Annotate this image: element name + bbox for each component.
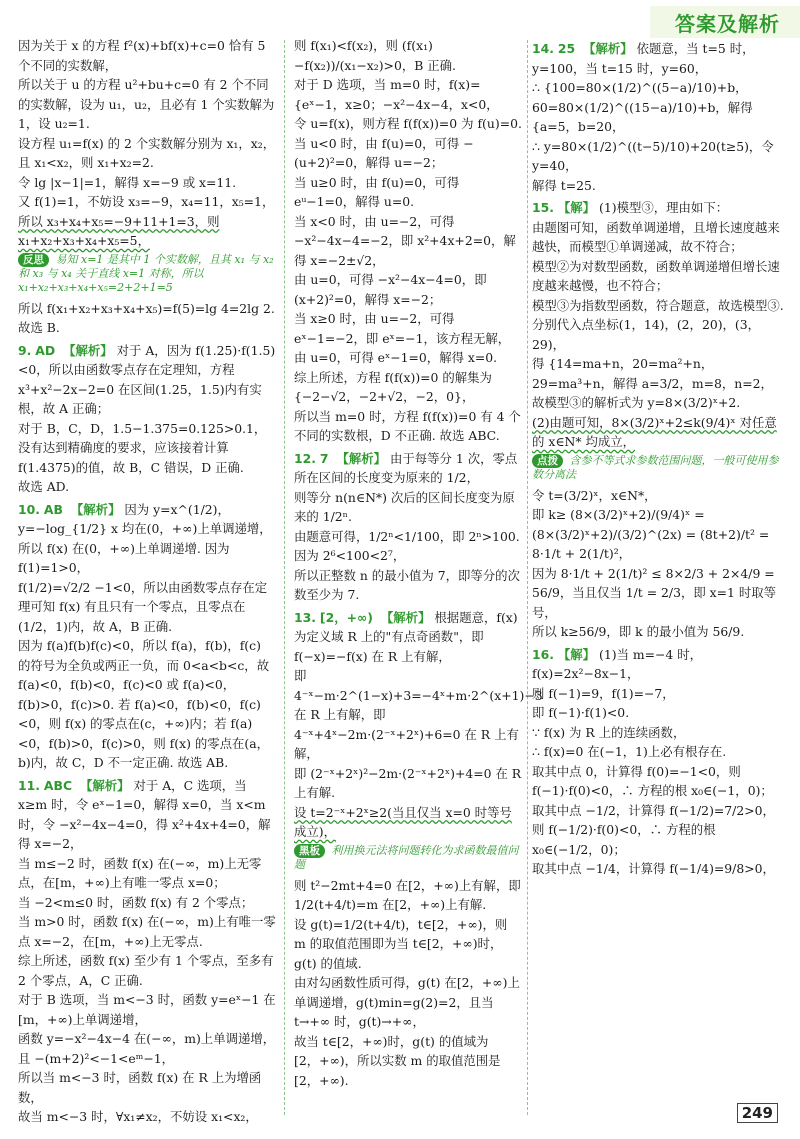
text-line: 则 f(x₁)<f(x₂)，则 (f(x₁)−f(x₂))/(x₁−x₂)>0，B 正确. xyxy=(294,38,456,73)
text-line: 设 t=2⁻ˣ+2ˣ≥2(当且仅当 x=0 时等号成立)， xyxy=(294,804,512,839)
note-text: 含参不等式求参数范围问题，一般可使用参数分离法 xyxy=(532,453,779,481)
text-line: ∵ f(x) 为 R 上的连续函数， xyxy=(532,724,686,740)
text-line: ∴ {100=80×(1/2)^((5−a)/10)+b，60=80×(1/2)^((15−a)/10)+b，解得 {a=5，b=20， xyxy=(532,80,753,134)
text-line: (2)由题可知，8×(3/2)ˣ+2≤k(9/4)ˣ 对任意的 x∈N* 均成立， xyxy=(532,414,777,449)
text-line: 因为 f(a)f(b)f(c)<0，所以 f(a)，f(b)，f(c) 的符号为全负或两正一负，而 0<a<b<c，故 f(a)<0，f(b)<0，f(c)<0 或 f(a)<0，f(b)>0，f(c)>0. 若 f(a)<0，f(b)<0，f(c)<0，则 f(x) 的零点在(c，+∞)内；若 f(a)<0，f(b)>0，f(c)>0，则 f(x) 的零点在(a，b)内，故 C，D 不一定正确. 故选 AB. xyxy=(18,638,270,770)
text-line: 由 u=0，可得 eˣ−1=0，解得 x=0. xyxy=(294,350,498,365)
text-line: 取其中点 −1/4，计算得 f(−1/4)=9/8>0， xyxy=(532,861,775,876)
text-line: 因为 y=x^(1/2)，y=−log_{1/2} x 均在(0，+∞)上单调递增，所以 f(x) 在(0，+∞)上单调递增. 因为 f(1)=1>0， xyxy=(18,501,272,575)
column-3 xyxy=(532,36,788,879)
text-line: (1)当 m=−4 时，f(x)=2x²−8x−1， xyxy=(532,646,703,681)
analysis-tag: 【解析】 xyxy=(380,609,431,625)
text-line: 取其中点 −1/2，计算得 f(−1/2)=7/2>0， xyxy=(532,802,775,818)
text-line: 依题意，当 t=5 时，y=100，当 t=15 时，y=60， xyxy=(532,41,755,76)
analysis-tag: 【解析】 xyxy=(80,777,130,793)
text-line: 令 u=f(x)，则方程 f(f(x))=0 为 f(u)=0. xyxy=(294,116,522,131)
answer: 25 xyxy=(557,41,576,56)
reflection-note xyxy=(18,253,276,295)
text-line: 所以当 m=0 时，方程 f(f(x))=0 有 4 个不同的实数根，D 不正确. 故选 ABC. xyxy=(294,408,521,443)
question-number: 11. xyxy=(18,777,40,793)
analysis-tag: 【解析】 xyxy=(63,342,113,358)
answer: [2，+∞) xyxy=(319,609,373,625)
text-line: 即 4⁻ˣ−m·2^(1−x)+3=−4ˣ+m·2^(x+1)−3 在 R 上有解，即 4⁻ˣ+4ˣ−2m·(2⁻ˣ+2ˣ)+6=0 在 R 上有解， xyxy=(294,668,543,761)
text-line: 对于 B 选项，当 m<−3 时，函数 y=eˣ−1 在[m，+∞)上单调递增， xyxy=(18,992,276,1027)
question-number: 14. xyxy=(532,41,554,56)
column-1 xyxy=(18,36,276,1127)
text-line: (1)模型③，理由如下： xyxy=(599,200,729,215)
text-line: 所以关于 u 的方程 u²+bu+c=0 有 2 个不同的实数解，设为 u₁，u₂，且必有 1 个实数解为 1，设 u₂=1. xyxy=(18,77,275,131)
text-line: 故当 m<−3 时，∀x₁≠x₂，不妨设 x₁<x₂， xyxy=(18,1109,258,1124)
text-line: 当 x≥0 时，由 u=−2，可得 eˣ−1=−2，即 eˣ=−1，该方程无解， xyxy=(294,311,511,346)
question-11 xyxy=(18,776,276,1127)
text-line: 函数 y=−x²−4x−4 在(−∞，m)上单调递增，且 −(m+2)²<−1<eᵐ−1， xyxy=(18,1031,276,1066)
page-number: 249 xyxy=(737,1103,778,1123)
text-line: 由于每等分 1 次，零点所在区间的长度变为原来的 1/2， xyxy=(294,450,518,485)
text-line: 则等分 n(n∈N*) 次后的区间长度变为原来的 1/2ⁿ. xyxy=(294,489,515,524)
text-line: 令 lg |x−1|=1，解得 x=−9 或 x=11. xyxy=(18,174,237,190)
text-line: 因为 8·1/t + 2(1/t)² ≤ 8×2/3 + 2×4/9 = 56/9，当且仅当 1/t = 2/3，即 x=1 时取等号， xyxy=(532,565,777,620)
text-line: 模型②为对数型函数，函数单调递增但增长速度越来越慢，也不符合； xyxy=(532,258,780,293)
text-line: 则 f(−1/2)·f(0)<0，∴ 方程的根 x₀∈(−1/2，0)； xyxy=(532,822,716,857)
column-divider-2 xyxy=(527,40,528,1115)
text-line: 对于 A，C 选项，当 x≥m 时，令 eˣ−1=0，解得 x=0，当 x<m 时，令 −x²−4x−4=0，得 x²+4x+4=0，解得 x=−2， xyxy=(18,777,271,851)
answer: AD xyxy=(35,342,56,358)
text-line: 所以 f(x₁+x₂+x₃+x₄+x₅)=f(5)=lg 4=2lg 2. 故选 B. xyxy=(18,300,275,335)
text-line: 取其中点 0，计算得 f(0)=−1<0，则 f(−1)·f(0)<0，∴ 方程的根 x₀∈(−1，0)； xyxy=(532,763,773,798)
text-line: 当 −2<m≤0 时，函数 f(x) 有 2 个零点； xyxy=(18,894,254,910)
text-line: 由题意可得，1/2ⁿ<1/100，即 2ⁿ>100. xyxy=(294,528,520,544)
question-10 xyxy=(18,500,276,773)
text-line: 设方程 u₁=f(x) 的 2 个实数解分别为 x₁，x₂，且 x₁<x₂，则 x₁+x₂=2. xyxy=(18,135,276,170)
text-line: 对于 D 选项，当 m=0 时，f(x)={eˣ−1，x≥0；−x²−4x−4，x<0， xyxy=(294,77,499,112)
question-12 xyxy=(294,449,522,605)
note-badge: 点拨 xyxy=(532,454,563,468)
text-line: 根据题意，f(x) 为定义域 R 上的"有点奇函数"，即 f(−x)=−f(x) 在 R 上有解， xyxy=(294,609,518,664)
text-line: 综上所述，函数 f(x) 至少有 1 个零点，至多有 2 个零点，A，C 正确. xyxy=(18,953,274,988)
text-line: 设 g(t)=1/2(t+4/t)，t∈[2，+∞)，则 m 的取值范围即为当 t∈[2，+∞)时，g(t) 的值域. xyxy=(294,916,508,971)
header-banner xyxy=(0,0,800,40)
text-line: 当 u<0 时，由 f(u)=0，可得 −(u+2)²=0，解得 u=−2； xyxy=(294,135,474,170)
question-number: 9. xyxy=(18,342,32,358)
text-line: 综上所述，方程 f(f(x))=0 的解集为{−2−√2，−2+√2，−2，0}， xyxy=(294,369,492,404)
question-number: 16. xyxy=(532,646,554,662)
note-badge: 黑板 xyxy=(294,844,325,858)
text-line: 由题图可知，函数单调递增，且增长速度越来越快，而模型①单调递减，故不符合； xyxy=(532,219,780,254)
solution-tag: 【解】 xyxy=(557,200,596,215)
text-line: 当 m>0 时，函数 f(x) 在(−∞，m)上有唯一零点 x=−2，在[m，+∞)上无零点. xyxy=(18,914,276,949)
text-line: 所以当 m<−3 时，函数 f(x) 在 R 上为增函数， xyxy=(18,1070,262,1105)
question-number: 13. xyxy=(294,609,316,625)
text-line: 对于 B，C，D，1.5−1.375=0.125>0.1，没有达到精确度的要求，应该接着计算 f(1.4375)的值，故 B，C 错误，D 正确. xyxy=(18,420,267,475)
text-line: 因为关于 x 的方程 f²(x)+bf(x)+c=0 恰有 5 个不同的实数解， xyxy=(18,38,266,73)
text-line: 当 m≤−2 时，函数 f(x) 在(−∞，m)上无零点，在[m，+∞)上有唯一零点 x=0； xyxy=(18,855,262,890)
answer: AB xyxy=(43,501,63,517)
text-line: 又 f(1)=1，不妨设 x₃=−9，x₄=11，x₅=1， xyxy=(18,194,275,209)
answer: 7 xyxy=(319,450,329,466)
text-line: ∴ y=80×(1/2)^((t−5)/10)+20(t≥5)，令 y=40， xyxy=(532,138,774,173)
question-15 xyxy=(532,198,788,642)
text-line: 解得 t=25. xyxy=(532,177,596,193)
note-badge: 反思 xyxy=(18,253,49,267)
question-14 xyxy=(532,39,788,195)
question-9 xyxy=(18,341,276,497)
text-line: ∴ f(x)=0 在(−1，1)上必有根存在. xyxy=(532,744,727,759)
text-line: 即 k≥ (8×(3/2)ˣ+2)/(9/4)ˣ = (8×(3/2)ˣ+2)/(3/2)^(2x) = (8t+2)/t² = 8·1/t + 2(1/t)²， xyxy=(532,507,770,561)
answer: ABC xyxy=(43,777,73,793)
text-line: 故选 AD. xyxy=(18,479,70,494)
text-line: 对于 A，因为 f(1.25)·f(1.5)<0，所以由函数零点存在定理知，方程 x³+x²−2x−2=0 在区间(1.25，1.5)内有实根，故 A 正确； xyxy=(18,342,276,416)
question-number: 15. xyxy=(532,200,554,215)
text-line: 故当 t∈[2，+∞)时，g(t) 的值域为[2，+∞)，所以实数 m 的取值范围是[2，+∞). xyxy=(294,1033,501,1088)
text-line: f(1/2)=√2/2 −1<0，所以由函数零点存在定理可知 f(x) 有且只有一个零点，且零点在(1/2，1)内，故 A，B 正确. xyxy=(18,579,268,634)
text-line: 即 (2⁻ˣ+2ˣ)²−2m·(2⁻ˣ+2ˣ)+4=0 在 R 上有解. xyxy=(294,765,522,800)
text-line: 当 u≥0 时，由 f(u)=0，可得 eᵘ−1=0，解得 u=0. xyxy=(294,174,460,209)
text-line: 当 x<0 时，由 u=−2，可得 −x²−4x−4=−2，即 x²+4x+2=0，解得 x=−2±√2， xyxy=(294,213,516,268)
analysis-tag: 【解析】 xyxy=(70,501,121,517)
solution-tag: 【解】 xyxy=(557,646,596,662)
text-line: 由 u=0，可得 −x²−4x−4=0，即(x+2)²=0，解得 x=−2； xyxy=(294,272,487,307)
question-16 xyxy=(532,645,788,879)
text-line: 则 t²−2mt+4=0 在[2，+∞)上有解，即 1/2(t+4/t)=m 在[2，+∞)上有解. xyxy=(294,877,521,912)
column-divider-1 xyxy=(284,40,285,1115)
text-line: 故模型③的解析式为 y=8×(3/2)ˣ+2. xyxy=(532,395,741,410)
question-number: 12. xyxy=(294,450,316,466)
header-title: 答案及解析 xyxy=(675,12,780,36)
analysis-tag: 【解析】 xyxy=(336,450,387,466)
note-text: 易知 x=1 是其中 1 个实数解，且其 x₁ 与 x₂ 和 x₃ 与 x₄ 关于直线 x=1 对称，所以 x₁+x₂+x₃+x₄+x₅=2+2+1=5 xyxy=(18,252,274,294)
text-line: 所以 x₃+x₄+x₅=−9+11+1=3，则 x₁+x₂+x₃+x₄+x₅=5， xyxy=(18,213,220,248)
text-line: 所以 k≥56/9，即 k 的最小值为 56/9. xyxy=(532,624,745,639)
question-number: 10. xyxy=(18,501,40,517)
text-line: 因为 2⁶<100<2⁷， xyxy=(294,548,406,563)
text-line: 即 f(−1)·f(1)<0. xyxy=(532,705,630,720)
text-line: 得 {14=ma+n，20=ma²+n，29=ma³+n，解得 a=3/2，m=8，n=2， xyxy=(532,356,773,391)
note-text: 利用换元法将问题转化为求函数最值问题 xyxy=(294,843,519,871)
blackboard-note xyxy=(294,844,522,872)
tip-note xyxy=(532,454,788,482)
analysis-tag: 【解析】 xyxy=(583,41,633,56)
text-line: 令 t=(3/2)ˣ，x∈N*， xyxy=(532,487,657,503)
text-line: 则 f(−1)=9，f(1)=−7， xyxy=(532,685,675,701)
text-line: 所以正整数 n 的最小值为 7，即等分的次数至少为 7. xyxy=(294,567,520,602)
text-line: 模型③为指数型函数，符合题意，故选模型③. 分别代入点坐标(1，14)，(2，20)，(3，29)， xyxy=(532,297,784,352)
text-line: 由对勾函数性质可得，g(t) 在[2，+∞)上单调递增，g(t)min=g(2)=2，且当 t→+∞ 时，g(t)→+∞， xyxy=(294,975,520,1029)
